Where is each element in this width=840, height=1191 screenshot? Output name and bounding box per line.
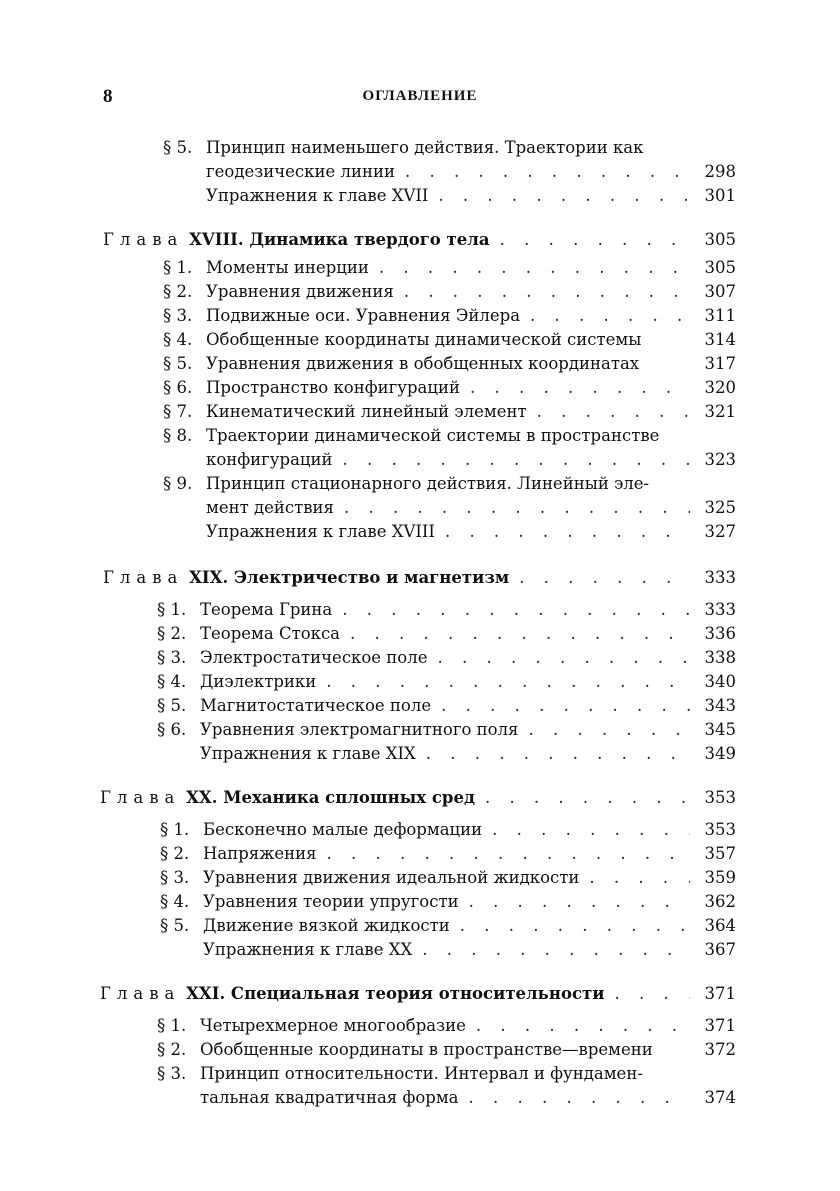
chapter-title: XVIII. Динамика твердого тела <box>189 230 490 249</box>
dot-leader <box>614 982 690 1006</box>
toc-entry <box>0 496 840 520</box>
entry-title: Движение вязкой жидкости <box>203 916 450 935</box>
chapter-title: XXI. Специальная теория относительности <box>186 984 605 1003</box>
page-number: 8 <box>103 86 113 107</box>
chapter-heading <box>0 982 840 1006</box>
entry-title-cont: геодезические линии <box>206 162 395 181</box>
entry-page: 340 <box>704 672 736 691</box>
dot-leader <box>500 228 690 252</box>
entry-title: Моменты инерции <box>206 258 369 277</box>
dot-leader <box>519 566 690 590</box>
toc-entry <box>0 842 840 866</box>
entry-title: Уравнения движения в обобщенных координатах <box>206 354 640 373</box>
toc-entry <box>0 938 840 962</box>
dot-leader <box>441 694 690 718</box>
section-mark: § 2. <box>157 1040 187 1059</box>
toc-entry <box>0 1038 840 1062</box>
entry-page: 325 <box>704 498 736 517</box>
dot-leader <box>438 646 691 670</box>
entry-title: Обобщенные координаты в пространстве—времени <box>200 1040 653 1059</box>
entry-title: Уравнения электромагнитного поля <box>200 720 519 739</box>
dot-leader <box>528 718 690 742</box>
section-mark: § 1. <box>157 600 187 619</box>
entry-page: 345 <box>704 720 736 739</box>
dot-leader <box>343 448 690 472</box>
dot-leader <box>469 1086 690 1110</box>
entry-page: 353 <box>704 820 736 839</box>
dot-leader <box>470 376 690 400</box>
entry-page: 327 <box>704 522 736 541</box>
chapter-heading <box>0 228 840 252</box>
entry-page: 321 <box>704 402 736 421</box>
section-mark: § 4. <box>157 672 187 691</box>
toc-entry-line <box>0 472 840 496</box>
entry-page: 372 <box>704 1040 736 1059</box>
toc-entry <box>0 1086 840 1110</box>
section-mark: § 8. <box>163 426 193 445</box>
chapter-word: Глава <box>103 230 184 249</box>
dot-leader <box>589 866 690 890</box>
dot-leader <box>445 520 690 544</box>
running-header: ОГЛАВЛЕНИЕ <box>362 88 478 104</box>
entry-title: Принцип стационарного действия. Линейный эле- <box>206 474 650 493</box>
chapter-page: 371 <box>704 984 736 1003</box>
entry-title: Подвижные оси. Уравнения Эйлера <box>206 306 521 325</box>
toc-entry <box>0 622 840 646</box>
entry-title: Принцип наименьшего действия. Траектории как <box>206 138 644 157</box>
entry-page: 333 <box>704 600 736 619</box>
exercises-title: Упражнения к главе XVIII <box>206 522 435 541</box>
toc-entry <box>0 742 840 766</box>
dot-leader <box>476 1014 690 1038</box>
dot-leader <box>438 184 690 208</box>
entry-page: 305 <box>704 258 736 277</box>
section-mark: § 2. <box>163 282 193 301</box>
section-mark: § 1. <box>163 258 193 277</box>
chapter-page: 353 <box>704 788 736 807</box>
entry-page: 371 <box>704 1016 736 1035</box>
entry-title: Диэлектрики <box>200 672 317 691</box>
chapter-title: XX. Механика сплошных сред <box>186 788 475 807</box>
toc-entry <box>0 352 840 376</box>
section-mark: § 3. <box>160 868 190 887</box>
toc-entry <box>0 598 840 622</box>
section-mark: § 1. <box>160 820 190 839</box>
toc-entry <box>0 160 840 184</box>
section-mark: § 9. <box>163 474 193 493</box>
toc-entry <box>0 256 840 280</box>
toc-entry <box>0 328 840 352</box>
section-mark: § 5. <box>157 696 187 715</box>
section-mark: § 2. <box>157 624 187 643</box>
entry-title: Траектории динамической системы в пространстве <box>206 426 660 445</box>
toc-entry <box>0 400 840 424</box>
toc-entry <box>0 914 840 938</box>
exercises-title: Упражнения к главе XVII <box>206 186 429 205</box>
dot-leader <box>326 670 690 694</box>
dot-leader <box>537 400 690 424</box>
entry-title: Электростатическое поле <box>200 648 428 667</box>
dot-leader <box>405 160 690 184</box>
section-mark: § 3. <box>163 306 193 325</box>
entry-title-cont: конфигураций <box>206 450 333 469</box>
entry-title: Уравнения теории упругости <box>203 892 459 911</box>
entry-page: 307 <box>704 282 736 301</box>
section-mark: § 3. <box>157 648 187 667</box>
entry-title: Пространство конфигураций <box>206 378 461 397</box>
section-mark: § 7. <box>163 402 193 421</box>
exercises-title: Упражнения к главе XX <box>203 940 413 959</box>
entry-page: 336 <box>704 624 736 643</box>
entry-title: Четырехмерное многообразие <box>200 1016 466 1035</box>
dot-leader <box>460 914 690 938</box>
entry-page: 357 <box>704 844 736 863</box>
dot-leader <box>469 890 690 914</box>
toc-entry <box>0 866 840 890</box>
entry-page: 298 <box>704 162 736 181</box>
chapter-title: XIX. Электричество и магнетизм <box>189 568 510 587</box>
entry-page: 311 <box>704 306 736 325</box>
toc-entry <box>0 184 840 208</box>
entry-page: 317 <box>704 354 736 373</box>
toc-entry-line <box>0 136 840 160</box>
toc-entry <box>0 670 840 694</box>
entry-page: 367 <box>704 940 736 959</box>
toc-entry-line <box>0 424 840 448</box>
toc-entry <box>0 376 840 400</box>
toc-entry <box>0 280 840 304</box>
entry-page: 374 <box>704 1088 736 1107</box>
section-mark: § 2. <box>160 844 190 863</box>
section-mark: § 5. <box>160 916 190 935</box>
section-mark: § 4. <box>160 892 190 911</box>
entry-title: Принцип относительности. Интервал и фундамен- <box>200 1064 643 1083</box>
toc-entry <box>0 694 840 718</box>
entry-title: Магнитостатическое поле <box>200 696 432 715</box>
dot-leader <box>344 496 690 520</box>
section-mark: § 5. <box>163 138 193 157</box>
exercises-title: Упражнения к главе XIX <box>200 744 416 763</box>
toc-entry <box>0 646 840 670</box>
entry-title: Напряжения <box>203 844 317 863</box>
dot-leader <box>530 304 690 328</box>
entry-page: 301 <box>704 186 736 205</box>
chapter-word: Глава <box>100 984 181 1003</box>
entry-title-cont: тальная квадратичная форма <box>200 1088 459 1107</box>
toc-entry <box>0 1014 840 1038</box>
chapter-page: 333 <box>704 568 736 587</box>
entry-title: Уравнения движения <box>206 282 394 301</box>
toc-entry <box>0 890 840 914</box>
entry-page: 343 <box>704 696 736 715</box>
section-mark: § 1. <box>157 1016 187 1035</box>
entry-page: 349 <box>704 744 736 763</box>
entry-title: Кинематический линейный элемент <box>206 402 527 421</box>
dot-leader <box>327 842 690 866</box>
section-mark: § 5. <box>163 354 193 373</box>
toc-entry <box>0 520 840 544</box>
chapter-heading <box>0 566 840 590</box>
dot-leader <box>426 742 690 766</box>
chapter-heading <box>0 786 840 810</box>
dot-leader <box>342 598 690 622</box>
entry-page: 320 <box>704 378 736 397</box>
toc-entry-line <box>0 1062 840 1086</box>
chapter-word: Глава <box>100 788 181 807</box>
chapter-word: Глава <box>103 568 184 587</box>
dot-leader <box>379 256 690 280</box>
dot-leader <box>350 622 690 646</box>
toc-entry <box>0 818 840 842</box>
section-mark: § 4. <box>163 330 193 349</box>
section-mark: § 3. <box>157 1064 187 1083</box>
chapter-page: 305 <box>704 230 736 249</box>
entry-page: 338 <box>704 648 736 667</box>
dot-leader <box>404 280 690 304</box>
entry-title: Обобщенные координаты динамической системы <box>206 330 642 349</box>
section-mark: § 6. <box>163 378 193 397</box>
entry-page: 364 <box>704 916 736 935</box>
toc-entry <box>0 304 840 328</box>
entry-title: Бесконечно малые деформации <box>203 820 483 839</box>
section-mark: § 6. <box>157 720 187 739</box>
entry-page: 362 <box>704 892 736 911</box>
dot-leader <box>422 938 690 962</box>
dot-leader <box>492 818 690 842</box>
entry-title-cont: мент действия <box>206 498 334 517</box>
entry-title: Уравнения движения идеальной жидкости <box>203 868 580 887</box>
toc-entry <box>0 448 840 472</box>
toc-entry <box>0 718 840 742</box>
dot-leader <box>485 786 690 810</box>
entry-page: 314 <box>704 330 736 349</box>
entry-page: 359 <box>704 868 736 887</box>
entry-page: 323 <box>704 450 736 469</box>
entry-title: Теорема Грина <box>200 600 333 619</box>
entry-title: Теорема Стокса <box>200 624 341 643</box>
